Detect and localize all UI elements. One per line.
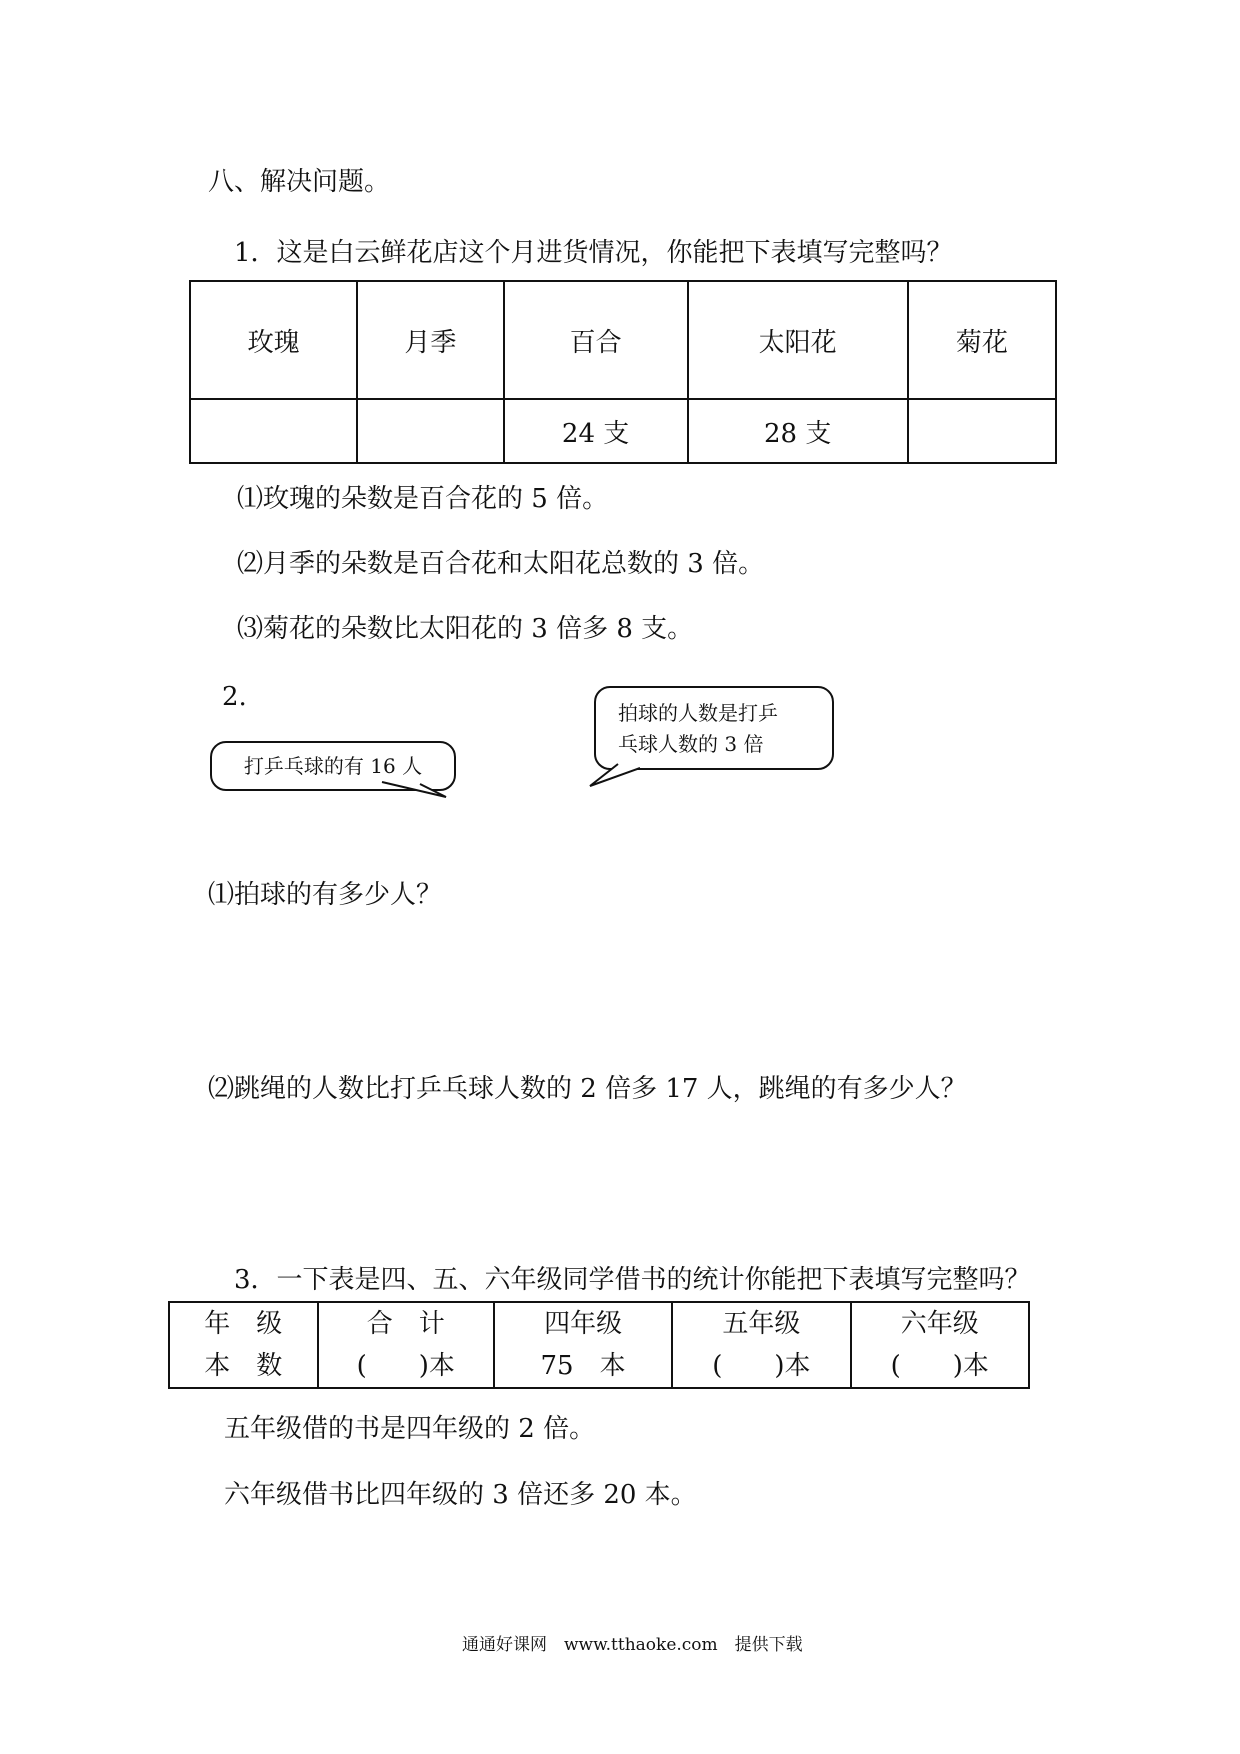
flower-value-cell xyxy=(908,399,1056,463)
flower-header-cell: 菊花 xyxy=(908,281,1056,399)
flower-value-cell xyxy=(190,399,357,463)
speech-bubble-right-line2: 乓球人数的 3 倍 xyxy=(618,732,764,756)
q1-prompt: 1．这是白云鲜花店这个月进货情况，你能把下表填写完整吗？ xyxy=(234,238,953,268)
speech-bubble-left-tail xyxy=(380,780,450,802)
book-cell: 六年级 xyxy=(851,1302,1029,1345)
book-table-row-2 xyxy=(169,1345,1029,1388)
footer-text: 通通好课网 www.tthaoke.com 提供下载 xyxy=(462,1635,803,1655)
flower-header-cell: 百合 xyxy=(504,281,688,399)
flower-value-cell: 28 支 xyxy=(688,399,908,463)
speech-bubble-right-tail xyxy=(588,762,648,790)
flower-header-cell: 太阳花 xyxy=(688,281,908,399)
flower-header-cell: 玫瑰 xyxy=(190,281,357,399)
speech-bubble-right-line1: 拍球的人数是打乒 xyxy=(618,701,778,725)
flower-header-cell: 月季 xyxy=(357,281,503,399)
flower-value-cell xyxy=(357,399,503,463)
speech-bubble-right xyxy=(594,686,834,770)
book-cell: 五年级 xyxy=(672,1302,850,1345)
flower-table-value-row xyxy=(190,399,1056,463)
book-cell: 年 级 xyxy=(169,1302,318,1345)
q1-sub-2: ⑵月季的朵数是百合花和太阳花总数的 3 倍。 xyxy=(237,549,765,579)
q3-sub-1: 五年级借的书是四年级的 2 倍。 xyxy=(224,1414,596,1444)
q2-sub-2: ⑵跳绳的人数比打乒乓球人数的 2 倍多 17 人，跳绳的有多少人？ xyxy=(208,1074,967,1104)
section-title: 八、解决问题。 xyxy=(208,167,391,197)
book-cell: 本 数 xyxy=(169,1345,318,1388)
q3-sub-2: 六年级借书比四年级的 3 倍还多 20 本。 xyxy=(224,1480,697,1510)
book-cell: 四年级 xyxy=(494,1302,672,1345)
q1-sub-1: ⑴玫瑰的朵数是百合花的 5 倍。 xyxy=(237,484,609,514)
book-table xyxy=(168,1301,1030,1389)
q1-sub-3: ⑶菊花的朵数比太阳花的 3 倍多 8 支。 xyxy=(237,614,694,644)
book-table-row-1 xyxy=(169,1302,1029,1345)
flower-table-header-row xyxy=(190,281,1056,399)
book-cell: ( )本 xyxy=(672,1345,850,1388)
q2-sub-1: ⑴拍球的有多少人？ xyxy=(208,880,443,910)
book-cell: 75 本 xyxy=(494,1345,672,1388)
flower-table xyxy=(189,280,1057,464)
book-cell: 合 计 xyxy=(318,1302,494,1345)
book-cell: ( )本 xyxy=(851,1345,1029,1388)
flower-value-cell: 24 支 xyxy=(504,399,688,463)
speech-bubble-left-text: 打乒乓球的有 16 人 xyxy=(243,754,423,778)
q2-number: 2. xyxy=(222,682,247,712)
q3-prompt: 3．一下表是四、五、六年级同学借书的统计你能把下表填写完整吗？ xyxy=(234,1265,1031,1295)
book-cell: ( )本 xyxy=(318,1345,494,1388)
